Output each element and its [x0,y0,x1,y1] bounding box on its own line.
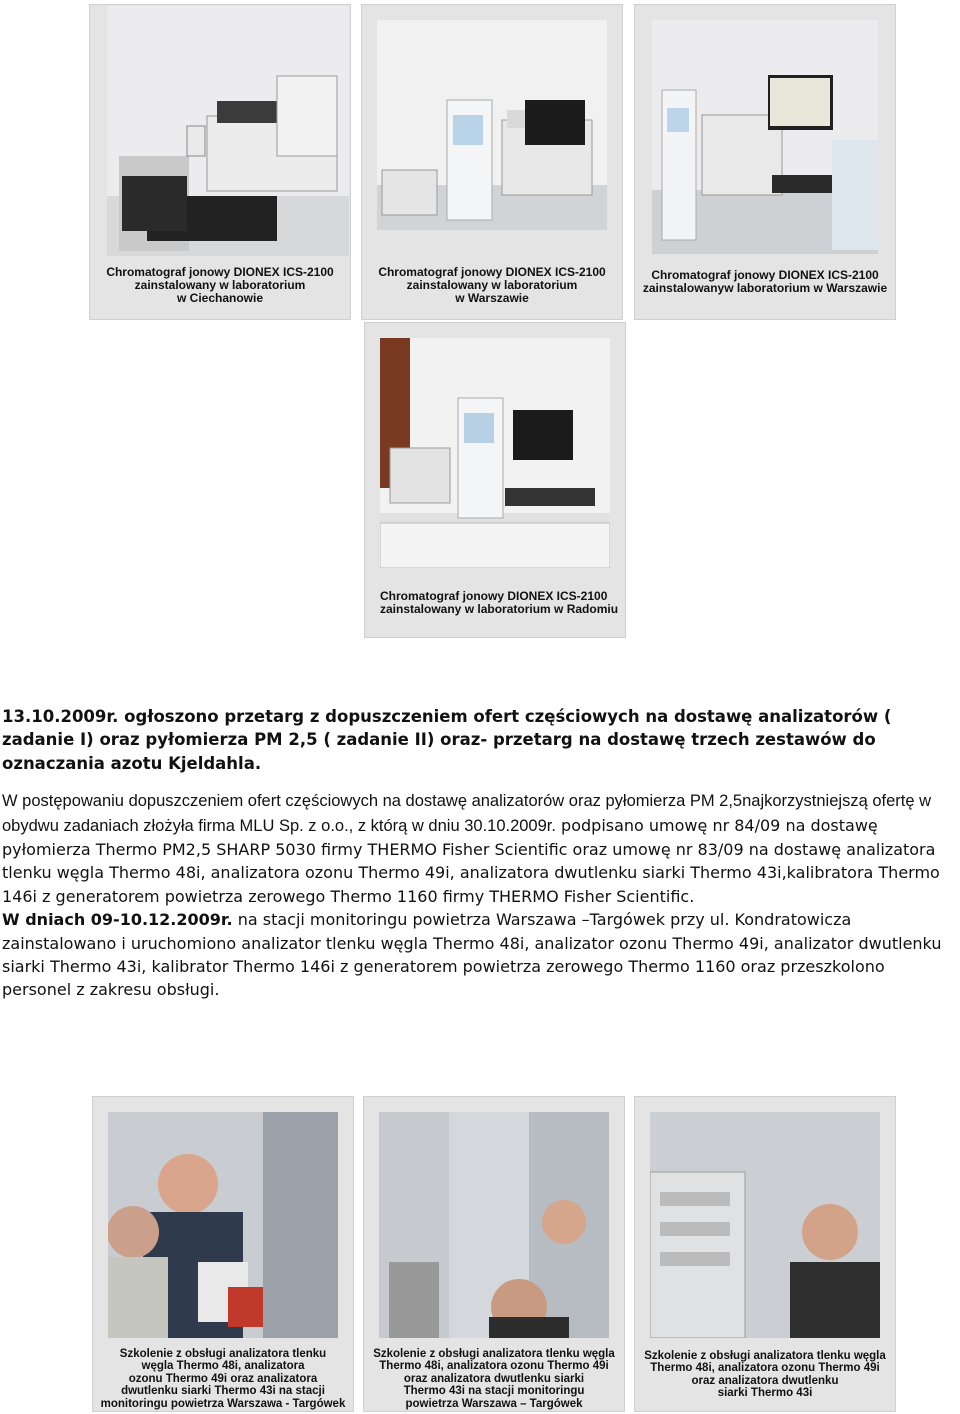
announcement-paragraph-2 [2,908,958,1002]
training-photo [650,1112,880,1338]
photo-card-training-1 [92,1096,354,1412]
announcement-paragraph-1 [2,789,958,908]
photo-caption: Szkolenie z obsługi analizatora tlenku węgla Thermo 48i, analizatora ozonu Thermo 49i oraz analizatora dwutlenku siarki Thermo 43i [644,1350,886,1400]
lab-photo [107,6,349,256]
photo-card-ciechanow [89,4,351,320]
photo-caption: Chromatograf jonowy DIONEX ICS-2100 zainstalowany w laboratorium w Ciechanowie [106,265,334,305]
photo-caption: Chromatograf jonowy DIONEX ICS-2100 zainstalowany w laboratorium w Radomiu [380,589,619,616]
photo-card-training-2 [363,1096,625,1412]
training-photo [379,1112,609,1338]
photo-caption: Szkolenie z obsługi analizatora tlenku węgla Thermo 48i, analizatora ozonu Thermo 49i oraz analizatora dwutlenku siarki Thermo 43i na stacji monitoringu powietrza Warszawa – Targówek [373,1348,615,1410]
photo-caption: Chromatograf jonowy DIONEX ICS-2100 zainstalowany w laboratorium w Warszawie [378,265,606,305]
photo-card-training-3 [634,1096,896,1412]
photo-caption: Chromatograf jonowy DIONEX ICS-2100 zainstalowanyw laboratorium w Warszawie [642,268,888,295]
announcement-heading: 13.10.2009r. ogłoszono przetarg z dopuszczeniem ofert częściowych na dostawę analizatorów ( zadanie I) oraz pyłomierza PM 2,5 ( zadanie II) oraz- przetarg na dostawę trzech zestawów do oznaczania azotu Kjeldahla. [2,707,892,773]
paragraph-body: na stacji monitoringu powietrza Warszawa –Targówek przy ul. Kondratowicza zainstalowano i uruchomiono analizator tlenku węgla Thermo 48i, analizator ozonu Thermo 49i, analizator dwutlenku siarki Thermo 43i, kalibrator Thermo 146i z generatorem powietrza zerowego Thermo 1160 oraz przeszkolono personel z zakresu obsługi. [2,910,942,1000]
announcement [2,705,958,1002]
lab-photo [377,20,607,230]
photo-caption: Szkolenie z obsługi analizatora tlenku węgla Thermo 48i, analizatora ozonu Thermo 49i oraz analizatora dwutlenku siarki Thermo 43i na stacji monitoringu powietrza Warszawa - Targówek [100,1348,346,1410]
lab-photo [652,20,878,254]
photo-card-warszawa-2 [634,4,896,320]
training-photo [108,1112,338,1338]
paragraph-date: W dniach 09-10.12.2009r. [2,910,233,930]
photo-card-radom [364,322,626,638]
paragraph-lead: W postępowaniu dopuszczeniem ofert częściowych na dostawę analizatorów oraz pyłomierza PM 2,5najkorzystniejszą ofertę w obydwu zadaniach złożyła firma MLU Sp. z o.o., z którą w dniu 30.10.2009r. [2,792,932,835]
lab-photo [380,338,610,568]
photo-card-warszawa-1 [361,4,623,320]
paragraph-body: podpisano umowę nr 84/09 na dostawę pyłomierza Thermo PM2,5 SHARP 5030 firmy THERMO Fisher Scientific oraz umowę nr 83/09 na dostawę analizatora tlenku węgla Thermo 48i, analizatora ozonu Thermo 49i, analizatora dwutlenku siarki Thermo 43i,kalibratora Thermo 146i z generatorem powietrza zerowego Thermo 1160 firmy THERMO Fisher Scientific. [2,815,940,906]
